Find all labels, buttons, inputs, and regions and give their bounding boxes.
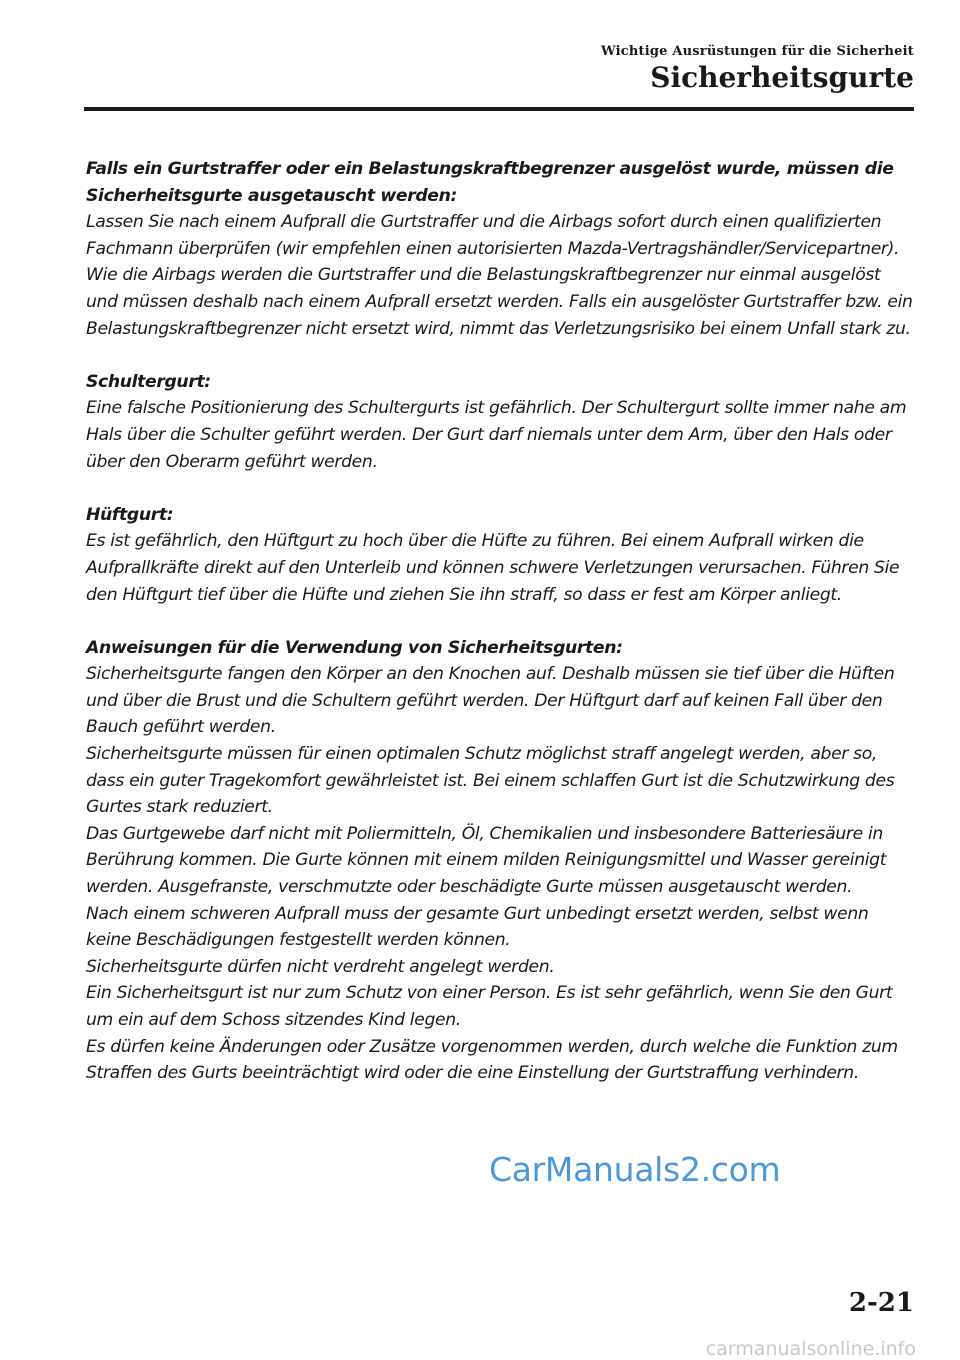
paragraph: Es dürfen keine Änderungen oder Zusätze vorgenommen werden, durch welche die Funktion zum Straffen des Gurts beeinträchtigt wird oder die eine Einstellung der Gurtstraffung verhindern. — [86, 1036, 898, 1084]
paragraph: Es ist gefährlich, den Hüftgurt zu hoch über die Hüfte zu führen. Bei einem Aufprall wirken die Aufprallkräfte direkt auf den Unterleib und können schwere Verletzungen verursachen. Führen Sie den Hüftgurt tief über die Hüfte und ziehen Sie ihn straff, so dass er fest am Körper anliegt. — [86, 531, 900, 605]
footer-site-link[interactable]: carmanualsonline.info — [705, 1338, 916, 1360]
header-divider — [84, 107, 914, 111]
section-hueftgurt — [86, 502, 914, 608]
section-category: Wichtige Ausrüstungen für die Sicherheit — [601, 44, 914, 59]
section-schultergurt — [86, 369, 914, 475]
paragraph: Sicherheitsgurte fangen den Körper an den Knochen auf. Deshalb müssen sie tief über die Hüften und über die Brust und die Schultern geführt werden. Der Hüftgurt darf auf keinen Fall über den Bauch geführt werden. — [86, 664, 895, 738]
paragraph: Das Gurtgewebe darf nicht mit Poliermitteln, Öl, Chemikalien und insbesondere Batteriesäure in Berührung kommen. Die Gurte können mit einem milden Reinigungsmittel und Wasser gereinigt werden. Ausgefranste, verschmutzte oder beschädigte Gurte müssen ausgetauscht werden. — [86, 823, 887, 898]
section-heading: Anweisungen für die Verwendung von Sicherheitsgurten: — [86, 637, 623, 658]
paragraph: Nach einem schweren Aufprall muss der gesamte Gurt unbedingt ersetzt werden, selbst wenn keine Beschädigungen festgestellt werden können. — [86, 903, 869, 951]
paragraph: Sicherheitsgurte müssen für einen optimalen Schutz möglichst straff angelegt werden, aber so, dass ein guter Tragekomfort gewährleistet ist. Bei einem schlaffen Gurt ist die Schutzwirkung des Gurtes stark reduziert. — [86, 744, 895, 818]
section-gurtstraffer — [86, 156, 914, 342]
page-header — [601, 44, 914, 94]
paragraph: Sicherheitsgurte dürfen nicht verdreht angelegt werden. — [86, 956, 555, 977]
paragraph: Eine falsche Positionierung des Schultergurts ist gefährlich. Der Schultergurt sollte immer nahe am Hals über die Schulter geführt werden. Der Gurt darf niemals unter dem Arm, über den Hals oder über den Oberarm geführt werden. — [86, 398, 907, 472]
page-number: 2-21 — [848, 1288, 914, 1318]
watermark-logo: CarManuals2.com — [489, 1150, 781, 1189]
paragraph: Lassen Sie nach einem Aufprall die Gurtstraffer und die Airbags sofort durch einen qualifizierten Fachmann überprüfen (wir empfehlen einen autorisierten Mazda-Vertragshändler/Servicepartner). Wie die Airbags werden die Gurtstraffer und die Belastungskraftbegrenzer nur einmal ausgelöst und müssen deshalb nach einem Aufprall ersetzt werden. Falls ein ausgelöster Gurtstraffer bzw. ein Belastungskraftbegrenzer nicht ersetzt wird, nimmt das Verletzungsrisiko bei einem Unfall stark zu. — [86, 212, 913, 339]
section-anweisungen — [86, 635, 914, 1087]
paragraph: Ein Sicherheitsgurt ist nur zum Schutz von einer Person. Es ist sehr gefährlich, wenn Sie den Gurt um ein auf dem Schoss sitzendes Kind legen. — [86, 983, 893, 1030]
section-heading: Hüftgurt: — [86, 504, 174, 525]
section-heading: Falls ein Gurtstraffer oder ein Belastungskraftbegrenzer ausgelöst wurde, müssen die Sicherheitsgurte ausgetauscht werden: — [86, 159, 894, 206]
section-heading: Schultergurt: — [86, 371, 211, 392]
page-title: Sicherheitsgurte — [650, 61, 914, 94]
main-content — [86, 156, 914, 1113]
